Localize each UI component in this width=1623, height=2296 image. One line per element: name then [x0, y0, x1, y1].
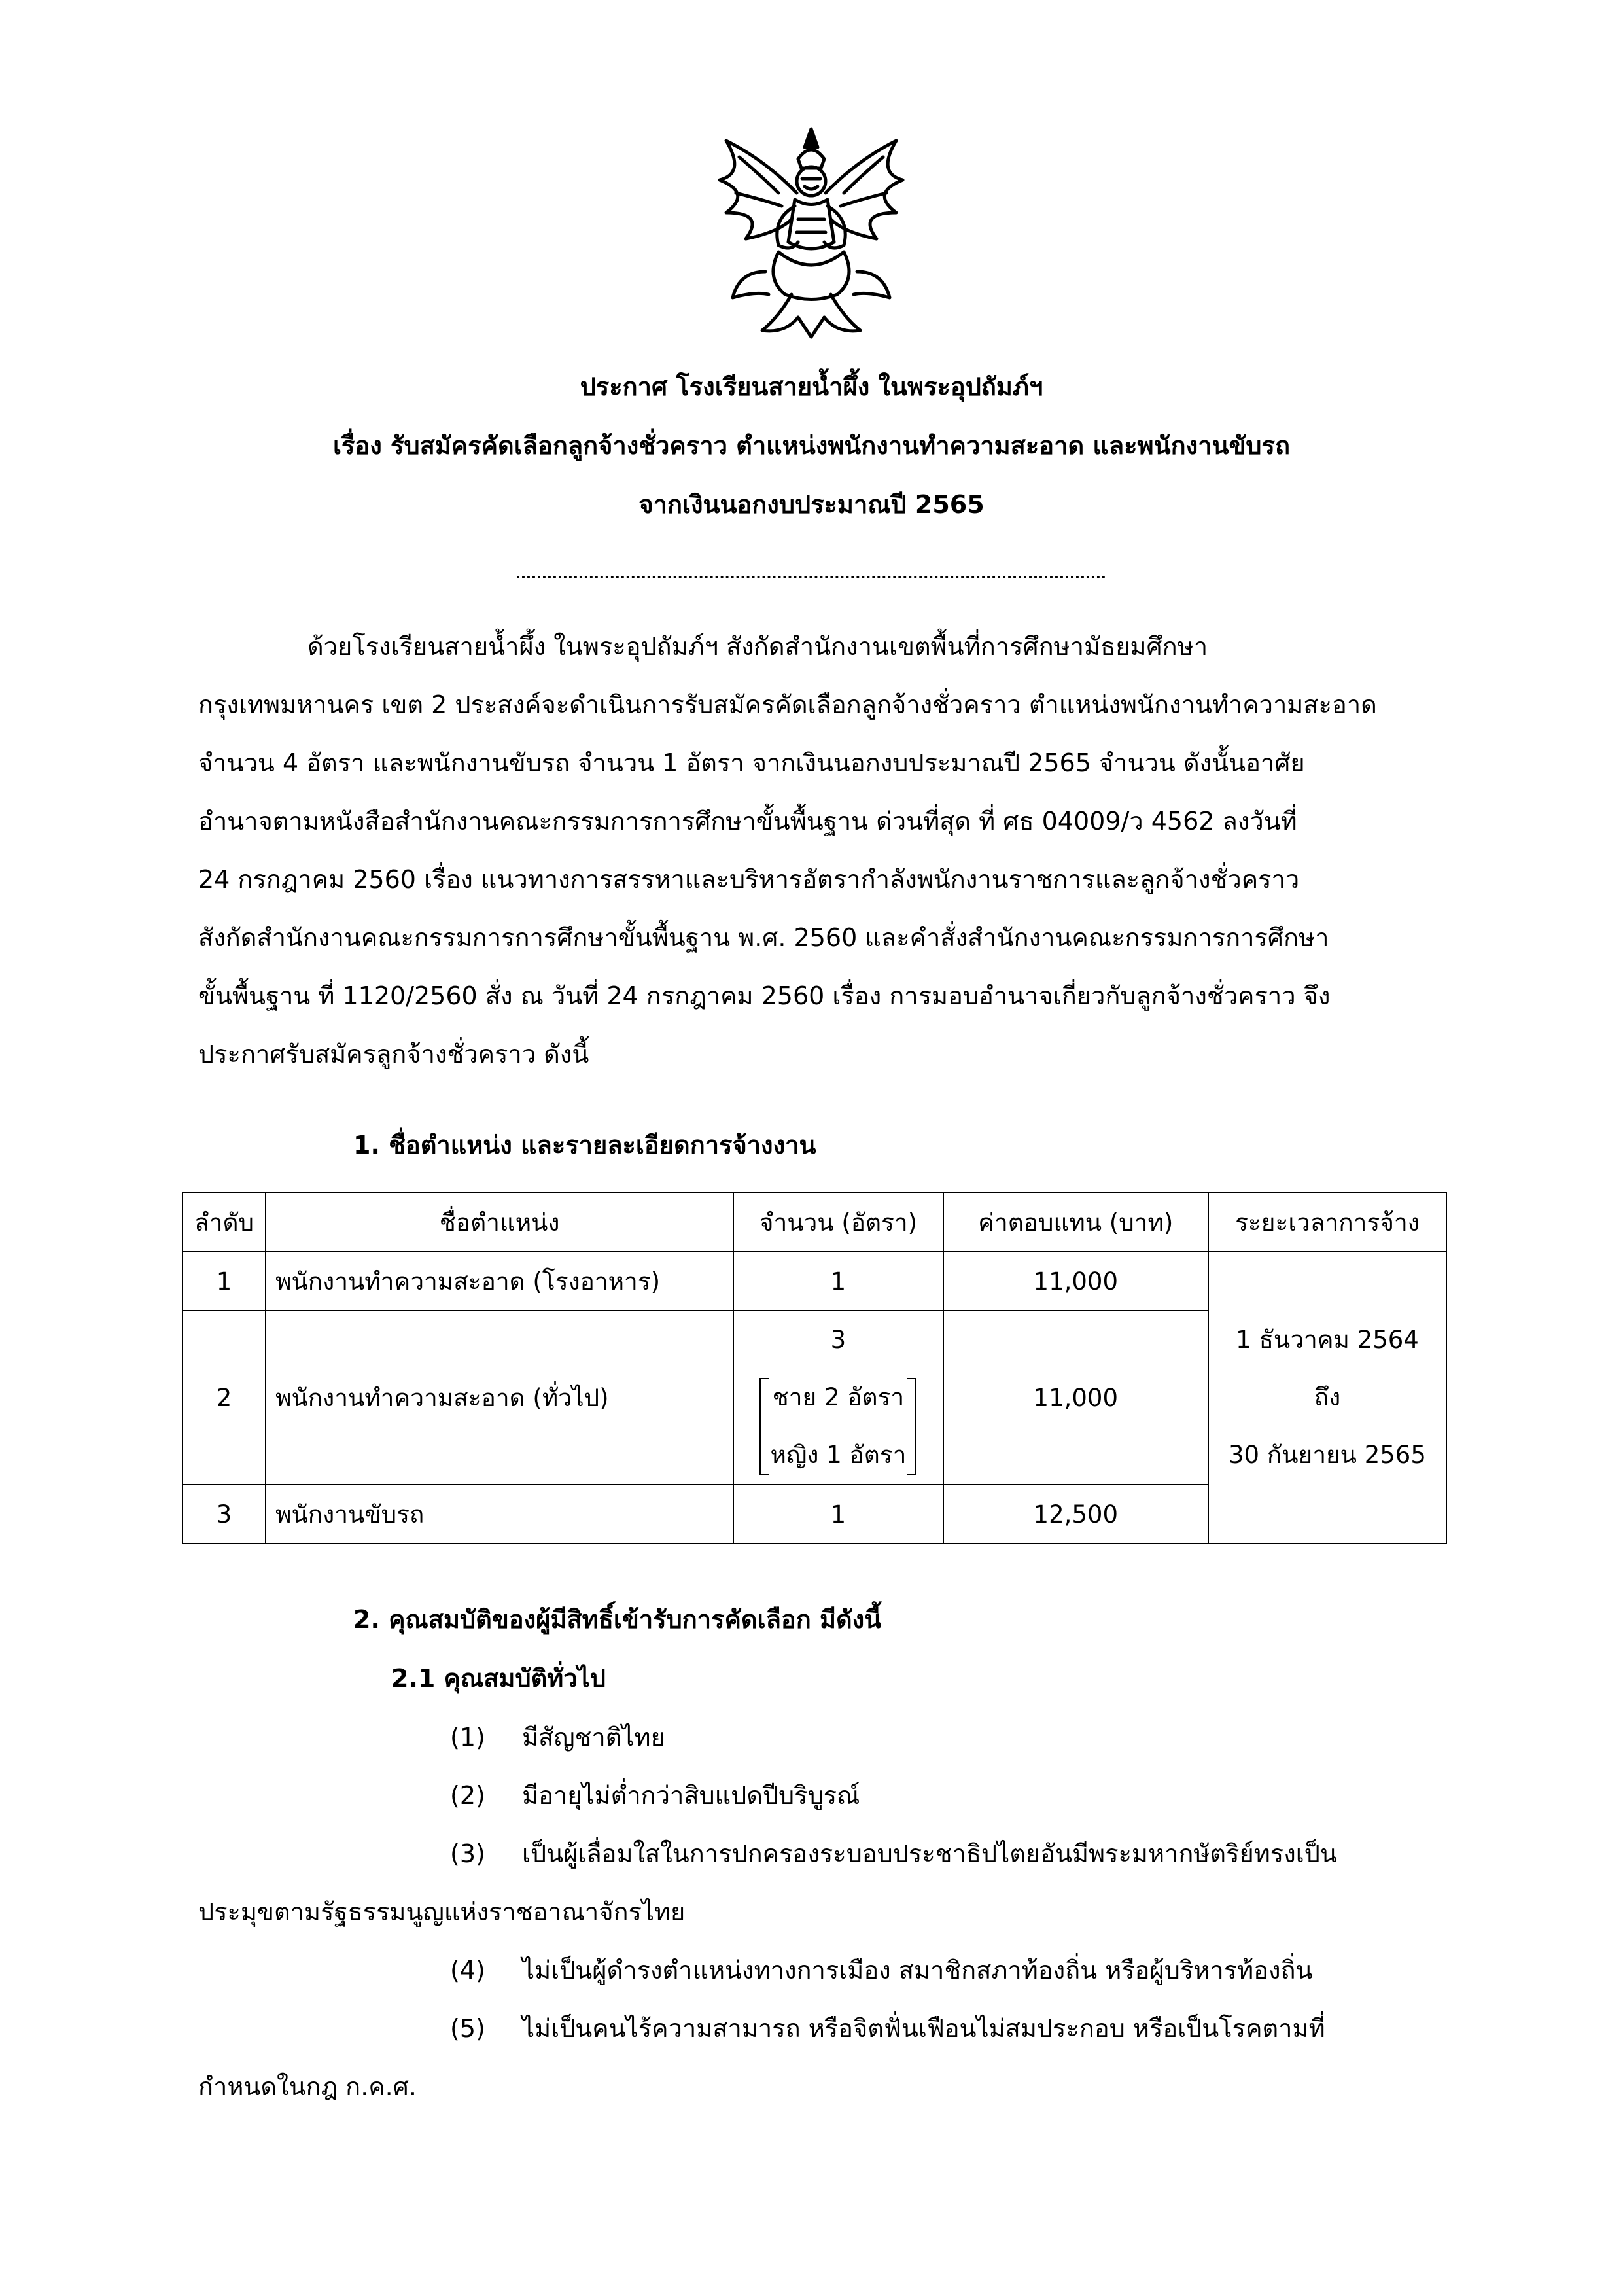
table-row	[183, 1252, 1446, 1311]
item-text: มีอายุไม่ต่ำกว่าสิบแปดปีบริบูรณ์	[522, 1781, 860, 1810]
intro-line: ด้วยโรงเรียนสายน้ำผึ้ง ในพระอุปถัมภ์ฯ สังกัดสำนักงานเขตพื้นที่การศึกษามัธยมศึกษา	[307, 632, 1208, 661]
intro-line: ประกาศรับสมัครลูกจ้างชั่วคราว ดังนี้	[198, 1040, 589, 1069]
header-cell: ระยะเวลาการจ้าง	[1208, 1193, 1446, 1252]
intro-line: ขั้นพื้นฐาน ที่ 1120/2560 สั่ง ณ วันที่ 24 กรกฎาคม 2560 เรื่อง การมอบอำนาจเกี่ยวกับลูกจ้างชั่วคราว จึง	[198, 981, 1331, 1010]
qualification-item	[450, 1721, 665, 1754]
position-pay: 11,000	[943, 1252, 1208, 1311]
section-2-heading: 2. คุณสมบัติของผู้มีสิทธิ์เข้ารับการคัดเลือก มีดังนี้	[353, 1605, 882, 1634]
position-quantity: 1	[733, 1485, 943, 1544]
position-pay: 11,000	[943, 1311, 1208, 1485]
gender-breakdown	[759, 1369, 916, 1484]
position-quantity-breakdown	[733, 1311, 943, 1485]
item-number: (5)	[450, 2014, 485, 2043]
quantity-male: ชาย 2 อัตรา	[772, 1383, 905, 1411]
quantity-female: หญิง 1 อัตรา	[770, 1441, 907, 1469]
item-text: ไม่เป็นคนไร้ความสามารถ หรือจิตฟั่นเฟือนไม่สมประกอบ หรือเป็นโรคตามที่	[522, 2014, 1325, 2043]
item-number: (3)	[450, 1839, 485, 1868]
position-name: พนักงานขับรถ	[266, 1485, 733, 1544]
table-header-row	[183, 1193, 1446, 1252]
position-name: พนักงานทำความสะอาด (ทั่วไป)	[266, 1311, 733, 1485]
title-line-3: จากเงินนอกงบประมาณปี 2565	[638, 490, 985, 519]
period-end: 30 กันยายน 2565	[1229, 1441, 1426, 1469]
item-number: (1)	[450, 1723, 485, 1752]
row-number: 3	[183, 1485, 266, 1544]
qualification-item	[450, 1779, 860, 1812]
qualification-item	[450, 1954, 1313, 1987]
header-cell: ชื่อตำแหน่ง	[266, 1193, 733, 1252]
positions-table	[182, 1192, 1447, 1544]
intro-line: สังกัดสำนักงานคณะกรรมการการศึกษาขั้นพื้นฐาน พ.ศ. 2560 และคำสั่งสำนักงานคณะกรรมการการศึกษา	[198, 923, 1329, 952]
title-line-2: เรื่อง รับสมัครคัดเลือกลูกจ้างชั่วคราว ตำแหน่งพนักงานทำความสะอาด และพนักงานขับรถ	[333, 431, 1290, 460]
item-text: เป็นผู้เลื่อมใสในการปกครองระบอบประชาธิปไตยอันมีพระมหากษัตริย์ทรงเป็น	[522, 1839, 1337, 1868]
position-quantity: 1	[733, 1252, 943, 1311]
item-continuation: ประมุขตามรัฐธรรมนูญแห่งราชอาณาจักรไทย	[198, 1898, 686, 1926]
section-1-heading: 1. ชื่อตำแหน่ง และรายละเอียดการจ้างงาน	[353, 1131, 816, 1159]
item-number: (4)	[450, 1956, 485, 1985]
row-number: 2	[183, 1311, 266, 1485]
dotted-divider	[517, 576, 1106, 578]
qualification-item	[450, 2012, 1325, 2045]
item-text: มีสัญชาติไทย	[522, 1723, 665, 1752]
intro-line: อำนาจตามหนังสือสำนักงานคณะกรรมการการศึกษาขั้นพื้นฐาน ด่วนที่สุด ที่ ศธ 04009/ว 4562 ลงวันที่	[198, 807, 1297, 836]
position-quantity: 3	[830, 1326, 846, 1354]
section-2-1-heading: 2.1 คุณสมบัติทั่วไป	[391, 1664, 606, 1693]
employment-period	[1208, 1252, 1446, 1544]
garuda-emblem-icon	[700, 121, 922, 347]
qualification-item	[450, 1837, 1337, 1870]
title-line-1: ประกาศ โรงเรียนสายน้ำผึ้ง ในพระอุปถัมภ์ฯ	[580, 372, 1043, 401]
position-name: พนักงานทำความสะอาด (โรงอาหาร)	[266, 1252, 733, 1311]
item-text: ไม่เป็นผู้ดำรงตำแหน่งทางการเมือง สมาชิกสภาท้องถิ่น หรือผู้บริหารท้องถิ่น	[522, 1956, 1313, 1985]
header-cell: ค่าตอบแทน (บาท)	[943, 1193, 1208, 1252]
header-cell: จำนวน (อัตรา)	[733, 1193, 943, 1252]
intro-line: จำนวน 4 อัตรา และพนักงานขับรถ จำนวน 1 อัตรา จากเงินนอกงบประมาณปี 2565 จำนวน ดังนั้นอาศัย	[198, 749, 1305, 777]
period-to: ถึง	[1314, 1383, 1341, 1411]
position-pay: 12,500	[943, 1485, 1208, 1544]
item-number: (2)	[450, 1781, 485, 1810]
intro-line: กรุงเทพมหานคร เขต 2 ประสงค์จะดำเนินการรับสมัครคัดเลือกลูกจ้างชั่วคราว ตำแหน่งพนักงานทำความสะอาด	[198, 690, 1377, 719]
header-cell: ลำดับ	[183, 1193, 266, 1252]
intro-line: 24 กรกฎาคม 2560 เรื่อง แนวทางการสรรหาและบริหารอัตรากำลังพนักงานราชการและลูกจ้างชั่วคราว	[198, 865, 1300, 894]
item-continuation: กำหนดในกฎ ก.ค.ศ.	[198, 2072, 417, 2101]
period-start: 1 ธันวาคม 2564	[1236, 1326, 1419, 1354]
row-number: 1	[183, 1252, 266, 1311]
